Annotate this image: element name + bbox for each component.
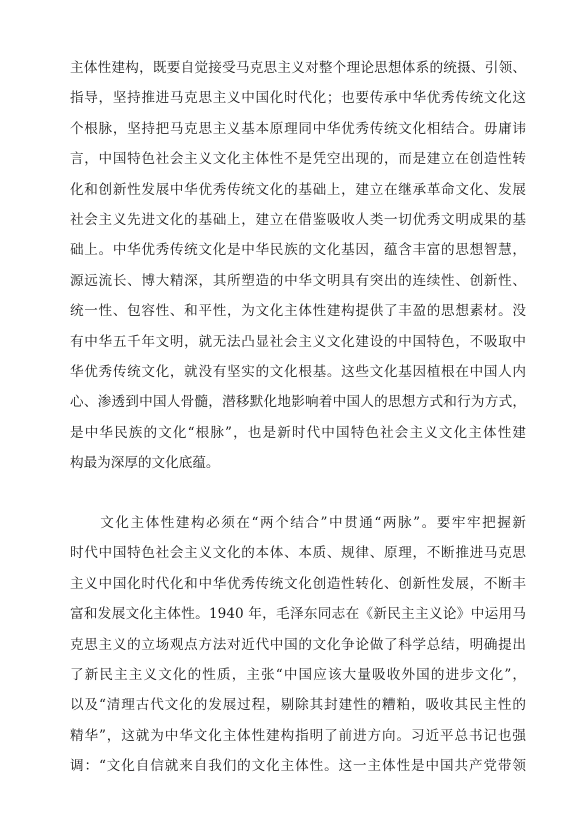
text-line: 指导，坚持推进马克思主义中国化时代化；也要传承中华优秀传统文化这 [70, 90, 526, 107]
text-line: 时代中国特色社会主义文化的本体、本质、规律、原理，不断推进马克思 [70, 545, 526, 562]
text-line: 精华”，这就为中华文化主体性建构指明了前进方向。习近平总书记也强 [70, 727, 526, 744]
text-line: 社会主义先进文化的基础上，建立在借鉴吸收人类一切优秀文明成果的基 [70, 211, 526, 228]
text-line: 是中华民族的文化“根脉”，也是新时代中国特色社会主义文化主体性建 [70, 424, 526, 441]
text-line: 文化主体性建构必须在“两个结合”中贯通“两脉”。要牢牢把握新 [70, 515, 526, 531]
text-line: 个根脉，坚持把马克思主义基本原理同中华优秀传统文化相结合。毋庸讳 [70, 120, 526, 137]
text-line: 富和发展文化主体性。1940 年，毛泽东同志在《新民主主义论》中运用马 [70, 606, 526, 623]
text-line: 化和创新性发展中华优秀传统文化的基础上，建立在继承革命文化、发展 [70, 181, 526, 198]
text-line: 言，中国特色社会主义文化主体性不是凭空出现的，而是建立在创造性转 [70, 151, 526, 168]
text-line: 调：“文化自信就来自我们的文化主体性。这一主体性是中国共产党带领 [70, 758, 526, 775]
paragraph-2 [70, 508, 526, 782]
text-line: 心、渗透到中国人骨髓，潜移默化地影响着中国人的思想方式和行为方式， [70, 394, 526, 411]
text-line: 了新民主主义文化的性质，主张“中国应该大量吸收外国的进步文化”， [70, 666, 526, 683]
text-line: 构最为深厚的文化底蕴。 [70, 455, 220, 472]
paragraph-1 [70, 53, 526, 478]
text-line: 华优秀传统文化，就没有坚实的文化根基。这些文化基因植根在中国人内 [70, 363, 526, 380]
text-line: 主义中国化时代化和中华优秀传统文化创造性转化、创新性发展，不断丰 [70, 575, 526, 592]
text-line: 有中华五千年文明，就无法凸显社会主义文化建设的中国特色，不吸取中 [70, 333, 526, 350]
text-line: 础上。中华优秀传统文化是中华民族的文化基因，蕴含丰富的思想智慧， [70, 242, 526, 259]
text-line: 主体性建构，既要自觉接受马克思主义对整个理论思想体系的统摄、引领、 [70, 60, 526, 76]
text-line: 源远流长、博大精深，其所塑造的中华文明具有突出的连续性、创新性、 [70, 272, 526, 289]
text-line: 克思主义的立场观点方法对近代中国的文化争论做了科学总结，明确提出 [70, 636, 526, 653]
text-line: 统一性、包容性、和平性，为文化主体性建构提供了丰盈的思想素材。没 [70, 303, 526, 320]
text-line: 以及“清理古代文化的发展过程，剔除其封建性的糟粕，吸收其民主性的 [70, 697, 526, 714]
